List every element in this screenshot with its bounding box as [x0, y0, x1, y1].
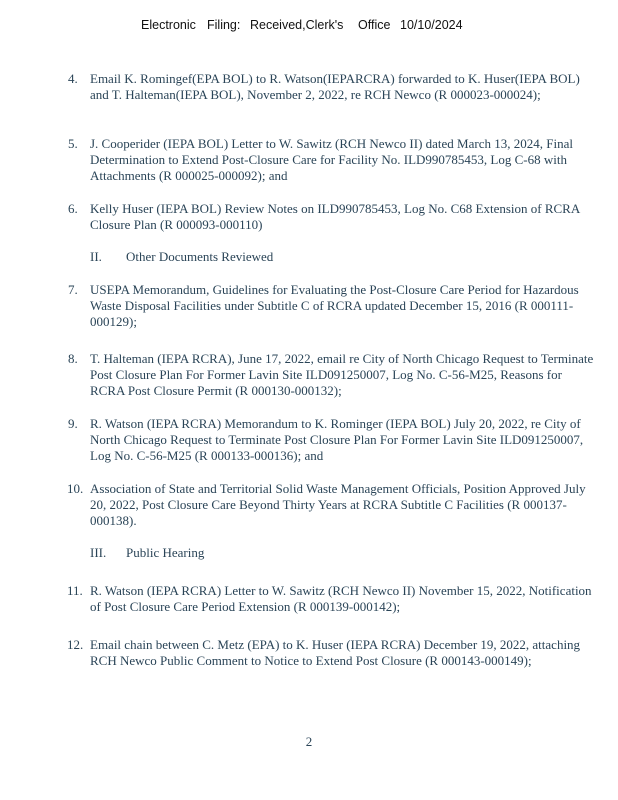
item-number: 7.	[68, 282, 78, 297]
item-number: 5.	[68, 136, 78, 151]
section-title: Other Documents Reviewed	[126, 249, 274, 264]
item-text: J. Cooperider (IEPA BOL) Letter to W. Sawitz (RCH Newco II) dated March 13, 2024, Final Determination to Extend Post-Closure Care for Facility No. ILD990785453, Log C-68 with Attachments (R 000025-000092); and	[90, 136, 573, 183]
item-text: R. Watson (IEPA RCRA) Memorandum to K. Rominger (IEPA BOL) July 20, 2022, re City of North Chicago Request to Terminate Post Closure Plan For Former Lavin Site ILD091250007, Log No. C-56-M25 (R 000133-000136); and	[90, 416, 584, 463]
header-date: 10/10/2024	[400, 18, 463, 32]
section-heading	[90, 249, 273, 265]
item-text: Association of State and Territorial Solid Waste Management Officials, Position Approved July 20, 2022, Post Closure Care Beyond Thirty Years at RCRA Subtitle C Facilities (R 000137-000138).	[90, 481, 586, 528]
item-number: 6.	[68, 201, 78, 216]
item-text: Kelly Huser (IEPA BOL) Review Notes on ILD990785453, Log No. C68 Extension of RCRA Closure Plan (R 000093-000110)	[90, 201, 580, 232]
section-number: II.	[90, 249, 102, 264]
section-number: III.	[90, 545, 107, 560]
item-number: 12.	[67, 637, 84, 652]
item-number: 4.	[68, 71, 78, 86]
section-heading	[90, 545, 204, 561]
item-text: USEPA Memorandum, Guidelines for Evaluating the Post-Closure Care Period for Hazardous Waste Disposal Facilities under Subtitle C of RCRA updated December 15, 2016 (R 000111-000129);	[90, 282, 579, 329]
section-title: Public Hearing	[126, 545, 205, 560]
item-text: Email K. Romingef(EPA BOL) to R. Watson(IEPARCRA) forwarded to K. Huser(IEPA BOL) and T. Halteman(IEPA BOL), November 2, 2022, re RCH Newco (R 000023-000024);	[90, 71, 580, 102]
header-electronic: Electronic	[141, 18, 196, 32]
item-number: 10.	[67, 481, 84, 496]
header-office: Office	[358, 18, 391, 32]
item-text: T. Halteman (IEPA RCRA), June 17, 2022, email re City of North Chicago Request to Terminate Post Closure Plan For Former Lavin Site ILD091250007, Log No. C-56-M25, Reasons for RCRA Post Closure Permit (R 000130-000132);	[90, 351, 594, 398]
header-filing: Filing:	[207, 18, 241, 32]
item-text: R. Watson (IEPA RCRA) Letter to W. Sawitz (RCH Newco II) November 15, 2022, Notification of Post Closure Care Period Extension (R 000139-000142);	[90, 583, 592, 614]
item-text: Email chain between C. Metz (EPA) to K. Huser (IEPA RCRA) December 19, 2022, attaching RCH Newco Public Comment to Notice to Extend Post Closure (R 000143-000149);	[90, 637, 581, 668]
item-number: 11.	[67, 583, 83, 598]
page-number: 2	[305, 734, 313, 749]
item-number: 8.	[68, 351, 78, 366]
header-received: Received,Clerk's	[250, 18, 344, 32]
item-number: 9.	[68, 416, 78, 431]
